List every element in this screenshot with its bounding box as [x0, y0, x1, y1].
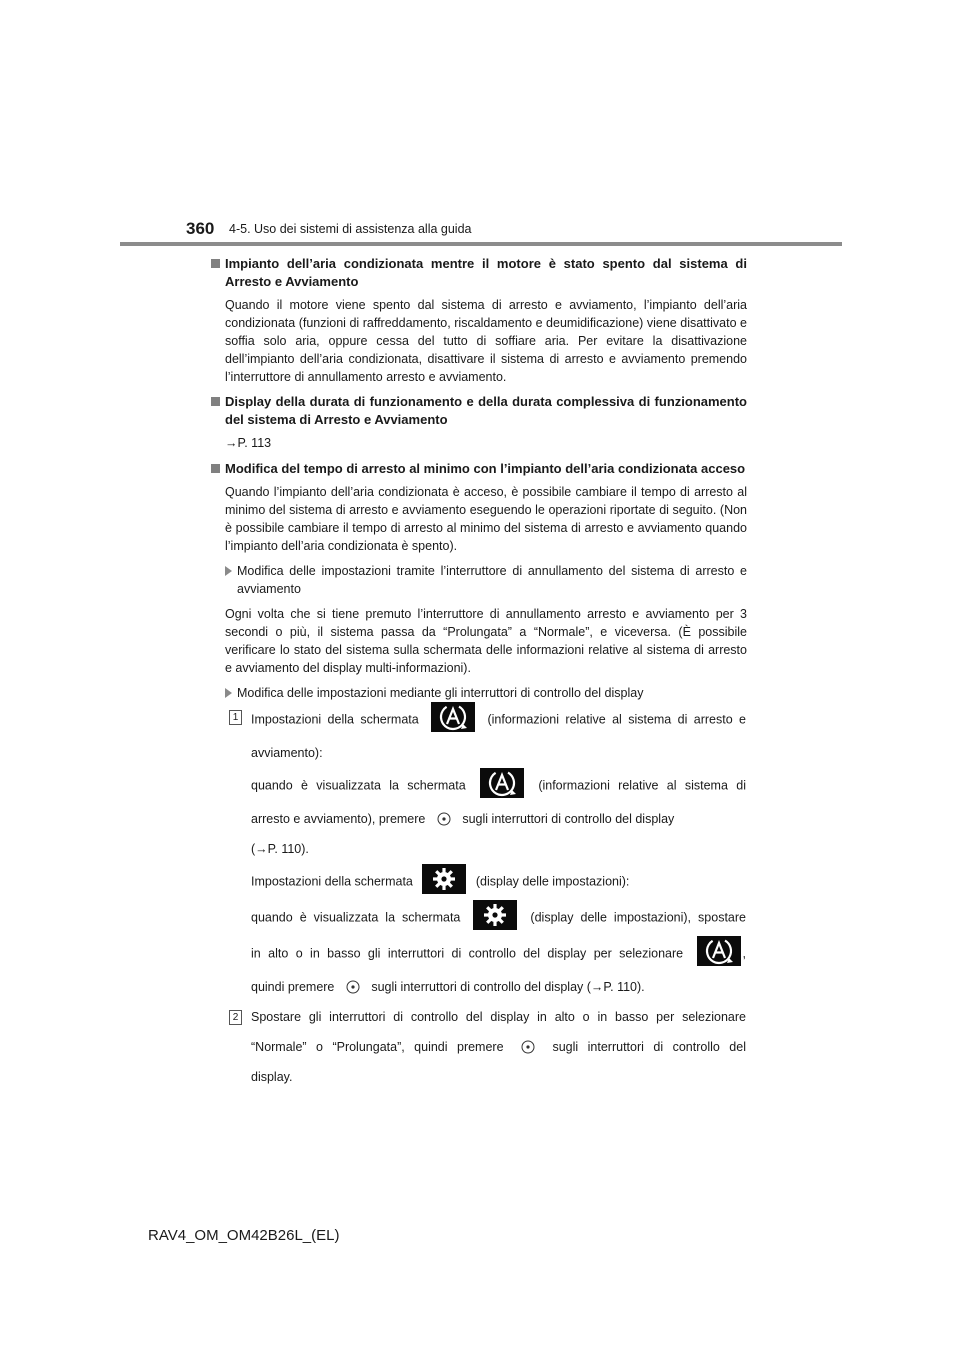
page-number: 360: [186, 219, 215, 238]
section-title: Modifica del tempo di arresto al minimo con l’impianto dell’aria condizionata acceso: [211, 460, 747, 478]
step-line: arresto e avviamento), premere sugli interruttori di controllo del display: [251, 812, 675, 826]
stop-start-info-icon: [480, 768, 524, 798]
ok-button-icon: [437, 812, 451, 826]
step-line: Spostare gli interruttori di controllo del display in alto o in basso per selezionare: [251, 1010, 746, 1024]
step-1: [229, 708, 746, 996]
step-line: “Normale” o “Prolungata”, quindi premere sugli interruttori di controllo del: [251, 1040, 746, 1054]
step-line: quindi premere sugli interruttori di controllo del display (→P. 110).: [251, 980, 645, 994]
triangle-bullet-icon: [225, 688, 232, 698]
step-line: avviamento):: [251, 746, 323, 760]
section-body: Ogni volta che si tiene premuto l’interruttore di annullamento arresto e avviamento per 3 secondi o più, il sistema passa da “Prolungata” a “Normale”, e viceversa. (È possibile verificare lo stato del sistema sulla schermata delle informazioni relative al sistema di arresto e avviamento del display multi-informazioni).: [225, 607, 747, 675]
ok-button-icon: [346, 980, 360, 994]
steps-list: [229, 708, 746, 1098]
settings-gear-icon: [422, 864, 466, 894]
section-title: Display della durata di funzionamento e della durata complessiva di funzionamento del sistema di Arresto e Avviamento: [211, 393, 747, 429]
step-line: in alto o in basso gli interruttori di controllo del display per selezionare ,: [251, 942, 746, 966]
step-line: Impostazioni della schermata (informazioni relative al sistema di arresto e: [251, 708, 746, 732]
section-body: Quando il motore viene spento dal sistema di arresto e avviamento, l’impianto dell’aria condizionata (funzioni di raffreddamento, riscaldamento e deumidificazione) viene disattivato e soffia solo aria, oppure cessa del tutto di soffiare aria. Per evitare la disattivazione dell’impianto dell’aria condizionata, disattivare il sistema di arresto e avviamento premendo l’interruttore di annullamento arresto e avviamento.: [225, 298, 747, 384]
square-bullet-icon: [211, 397, 220, 406]
chapter-title: 4-5. Uso dei sistemi di assistenza alla guida: [229, 222, 472, 236]
triangle-bullet-icon: [225, 566, 232, 576]
section-title: Impianto dell’aria condizionata mentre il motore è stato spento dal sistema di Arresto e Avviamento: [211, 255, 747, 291]
square-bullet-icon: [211, 259, 220, 268]
square-bullet-icon: [211, 464, 220, 473]
step-number-badge: 1: [229, 710, 242, 725]
step-line: quando è visualizzata la schermata (informazioni relative al sistema di: [251, 774, 746, 798]
page-reference: →P. 113: [225, 436, 272, 450]
step-number-badge: 2: [229, 1010, 242, 1025]
step-line: display.: [251, 1070, 293, 1084]
step-line: (→P. 110).: [251, 842, 309, 856]
step-line: Impostazioni della schermata (display delle impostazioni):: [251, 870, 746, 894]
stop-start-info-icon: [431, 702, 475, 732]
step-2: [229, 1008, 746, 1086]
sub-heading: Modifica delle impostazioni tramite l’interruttore di annullamento del sistema di arresto e avviamento: [237, 562, 747, 598]
step-line: quando è visualizzata la schermata (display delle impostazioni), spostare: [251, 906, 746, 930]
sub-heading: Modifica delle impostazioni mediante gli interruttori di controllo del display: [237, 684, 747, 702]
content-column: [211, 255, 747, 709]
ok-button-icon: [521, 1040, 535, 1054]
document-id: RAV4_OM_OM42B26L_(EL): [148, 1227, 340, 1244]
stop-start-info-icon: [697, 936, 741, 966]
header-rule: [120, 242, 842, 246]
section-body: Quando l’impianto dell’aria condizionata è acceso, è possibile cambiare il tempo di arresto al minimo del sistema di arresto e avviamento eseguendo le operazioni riportate di seguito. (Non è possibile cambiare il tempo di arresto al minimo del sistema di arresto e avviamento quando l’impianto dell’aria condizionata è spento).: [225, 485, 747, 553]
settings-gear-icon: [473, 900, 517, 930]
